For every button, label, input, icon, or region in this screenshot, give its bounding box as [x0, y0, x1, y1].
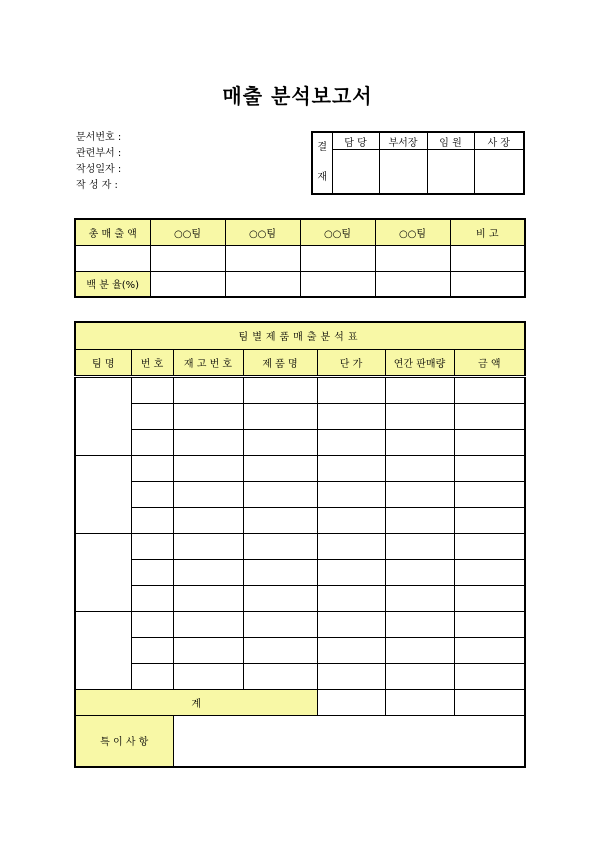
team-product-analysis-table	[74, 321, 526, 768]
table-row	[75, 403, 525, 429]
team-name-cell[interactable]	[75, 611, 131, 689]
approval-role-president: 사 장	[474, 132, 524, 150]
col-header-number: 번 호	[131, 349, 173, 376]
summary-cell[interactable]	[75, 245, 150, 271]
department-label: 관련부서 :	[76, 148, 122, 159]
writer-label: 작 성 자 :	[76, 180, 118, 191]
approval-sign-executive[interactable]	[427, 150, 474, 194]
analysis-caption: 팀별제품매출분석표	[75, 322, 525, 349]
table-row	[75, 455, 525, 481]
col-header-annual-sales: 연간 판매량	[385, 349, 454, 376]
approval-sign-dept-head[interactable]	[379, 150, 427, 194]
team-header-2: ○○팀	[225, 219, 300, 245]
sales-summary-table	[74, 218, 526, 298]
date-label: 작성일자 :	[76, 164, 122, 175]
summary-cell[interactable]	[375, 271, 450, 297]
team-name-cell[interactable]	[75, 533, 131, 611]
total-label: 계	[75, 689, 317, 715]
approval-side-bottom: 재	[317, 172, 328, 183]
summary-cell[interactable]	[450, 271, 525, 297]
col-header-stock-number: 재 고 번 호	[173, 349, 243, 376]
total-annual-sales-cell[interactable]	[385, 689, 454, 715]
summary-cell[interactable]	[300, 245, 375, 271]
approval-sign-president[interactable]	[474, 150, 524, 194]
remarks-field[interactable]	[173, 715, 525, 767]
document-title: 매출 분석보고서	[222, 84, 373, 108]
team-header-1: ○○팀	[150, 219, 225, 245]
total-row	[75, 689, 525, 715]
approval-side-top: 결	[317, 142, 328, 153]
summary-cell[interactable]	[150, 271, 225, 297]
percent-header: 백 분 율(%)	[75, 271, 150, 297]
col-header-team: 팀 명	[75, 349, 131, 376]
table-row	[75, 533, 525, 559]
summary-cell[interactable]	[300, 271, 375, 297]
total-amount-cell[interactable]	[454, 689, 525, 715]
remarks-label: 특 이 사 항	[75, 715, 173, 767]
approval-box	[311, 131, 525, 195]
table-row	[75, 559, 525, 585]
approval-role-dept-head: 부서장	[379, 132, 427, 150]
table-row	[75, 611, 525, 637]
team-header-3: ○○팀	[300, 219, 375, 245]
summary-cell[interactable]	[150, 245, 225, 271]
table-row	[75, 663, 525, 689]
col-header-product-name: 제 품 명	[243, 349, 317, 376]
note-header: 비 고	[450, 219, 525, 245]
total-sales-header: 총 매 출 액	[75, 219, 150, 245]
summary-cell[interactable]	[375, 245, 450, 271]
approval-role-staff: 담 당	[332, 132, 379, 150]
summary-cell[interactable]	[450, 245, 525, 271]
col-header-amount: 금 액	[454, 349, 525, 376]
table-row	[75, 585, 525, 611]
table-row	[75, 376, 525, 403]
approval-sign-staff[interactable]	[332, 150, 379, 194]
total-unit-price-cell[interactable]	[317, 689, 385, 715]
approval-side-label	[312, 132, 332, 194]
table-row	[75, 481, 525, 507]
team-name-cell[interactable]	[75, 376, 131, 455]
summary-cell[interactable]	[225, 271, 300, 297]
team-header-4: ○○팀	[375, 219, 450, 245]
document-meta	[76, 130, 121, 194]
table-row	[75, 429, 525, 455]
team-name-cell[interactable]	[75, 455, 131, 533]
table-row	[75, 637, 525, 663]
doc-number-label: 문서번호 :	[76, 132, 122, 143]
summary-cell[interactable]	[225, 245, 300, 271]
col-header-unit-price: 단 가	[317, 349, 385, 376]
table-row	[75, 507, 525, 533]
remarks-row	[75, 715, 525, 767]
approval-role-executive: 임 원	[427, 132, 474, 150]
